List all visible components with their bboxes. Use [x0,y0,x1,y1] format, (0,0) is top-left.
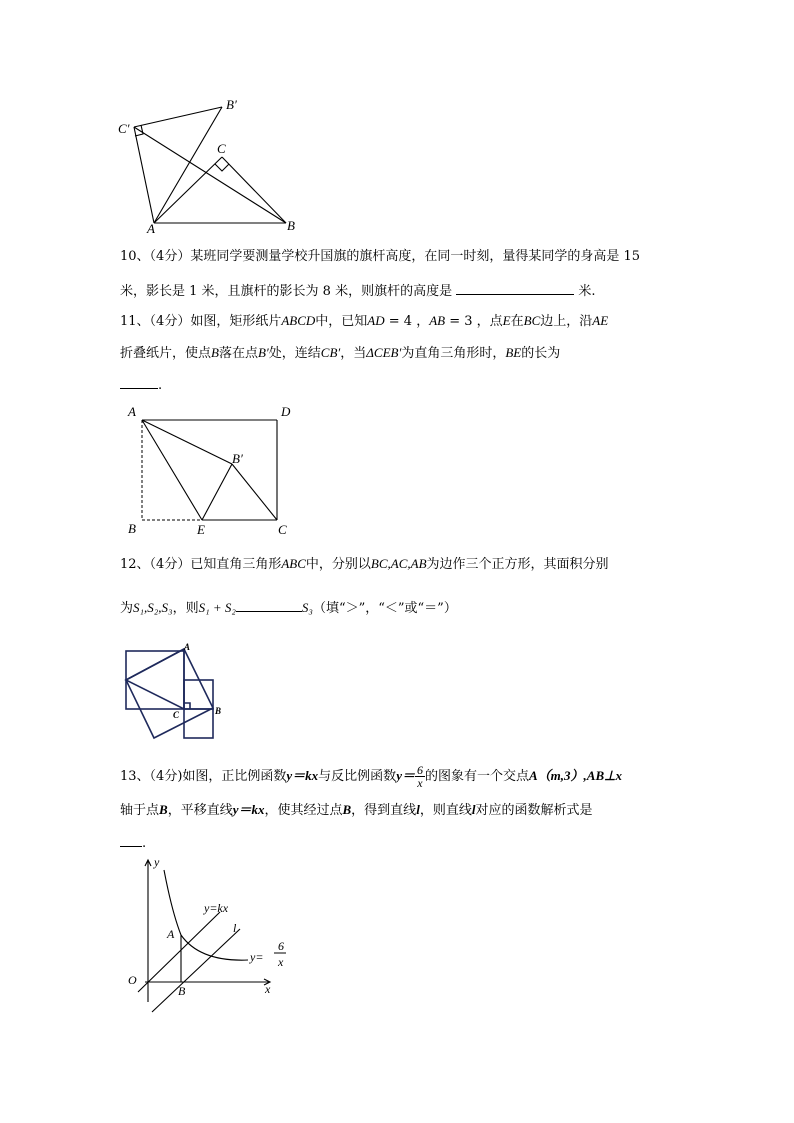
label-a: A [147,221,155,236]
q11-line2: 折叠纸片，使点B落在点B′处，连结CB′，当ΔCEB′为直角三角形时，BE的长为 [120,345,561,361]
label-b: B [178,984,186,998]
figure-q12 [118,640,228,745]
q10-line2: 米，影长是 1 米，且旗杆的影长为 8 米，则旗杆的高度是 米. [120,284,596,299]
q12-line2: 为S₁,S₂,S₃，则S₁ + S₂ S₃（填“＞”，“＜”或“＝”） [120,600,457,616]
label-c: C [217,141,226,156]
q10-line1: 10、（4分）某班同学要测量学校升国旗的旗杆高度，在同一时刻，量得某同学的身高是 15 [120,249,640,264]
curve-label-y: y= [250,950,264,964]
label-b: B [128,521,136,536]
label-b-prime: B′ [232,451,243,466]
label-c: C [173,710,180,720]
label-b-prime: B′ [226,97,237,112]
line-l-label: l [233,921,237,935]
fraction-6-over-x: $\frac{6}{x}$ [416,763,423,790]
q13-line3: . [120,834,146,852]
q12-line1: 12、（4分）已知直角三角形ABC中，分别以BC,AC,AB为边作三个正方形，其面积分别 [120,556,609,572]
label-c-prime: C′ [118,121,130,136]
axis-y-label: y [154,855,160,869]
q13-line2: 轴于点B，平移直线y＝kx，使其经过点B，得到直线l，则直线l对应的函数解析式是 [120,802,593,818]
label-d: D [281,404,291,419]
label-c: C [278,522,287,537]
label-a: A [184,642,191,652]
line-ykx-label: y=kx [204,901,229,915]
q12-answer-blank[interactable] [236,599,302,612]
figure-q9 [110,95,310,240]
label-b: B [287,218,295,233]
figure-q11 [120,400,310,545]
q11-answer-blank[interactable] [120,376,158,389]
label-a: A [128,404,136,419]
q10-answer-blank[interactable] [456,282,574,295]
q13-line1: 13、（4分)如图，正比例函数y＝kx与反比例函数y＝ $\frac{6}{x}$ 的图象有一个交点A（m,3）,AB⊥x [120,763,622,790]
q11-line1: 11、（4分）如图，矩形纸片ABCD中，已知AD = 4 ，AB = 3 ，点E在BC边上，沿AE [120,313,609,329]
curve-label-num: 6 [278,939,284,953]
q11-line3: . [120,376,162,394]
q13-answer-blank[interactable] [120,834,142,847]
origin-label: O [128,973,137,987]
figure-q13 [120,852,290,1017]
label-a: A [167,927,175,941]
curve-label-den: x [278,955,284,969]
axis-x-label: x [265,982,271,996]
label-b: B [215,706,222,716]
label-e: E [197,522,205,537]
